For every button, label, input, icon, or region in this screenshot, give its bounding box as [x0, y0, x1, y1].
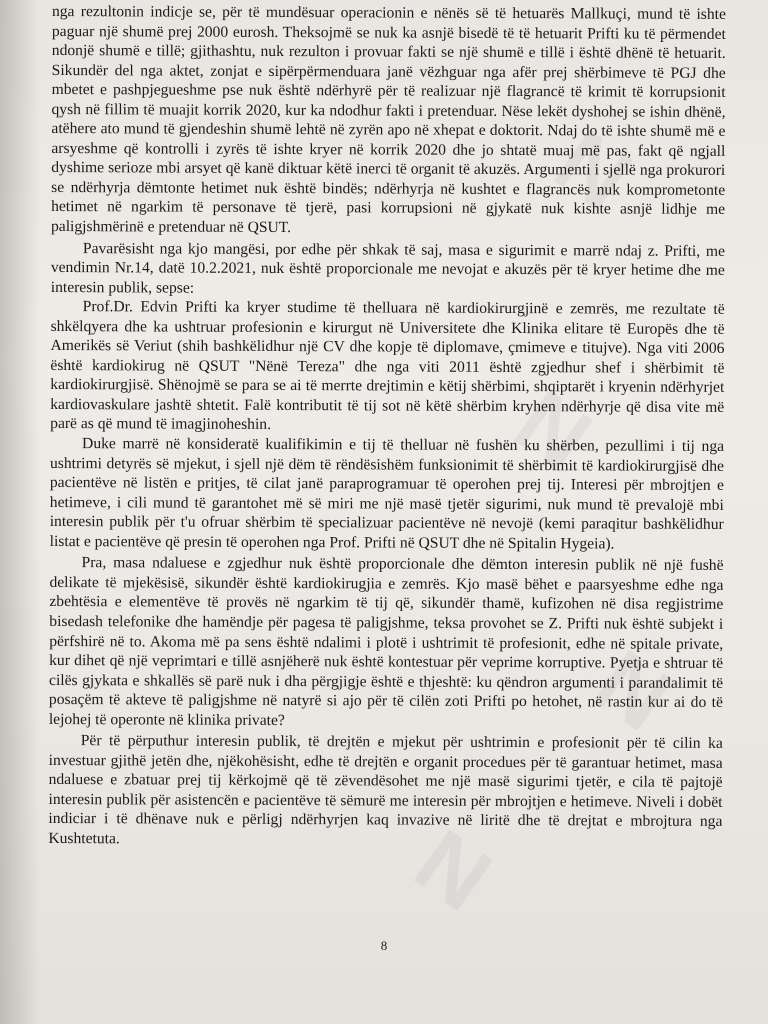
document-body — [48, 2, 726, 851]
paragraph-4: Duke marrë në konsideratë kualifikimin e tij të thelluar në fushën ku shërben, pezullimi i tij nga ushtrimi detyrës së mjekut, i sjell një dëm të rëndësishëm funksionimit të shërbimit të kardiokirurgjisë dhe pacientëve në listën e pritjes, të cilat janë paraprogramuar të operohen prej tij. Interesi për mbrojtjen e hetimeve, i cili mund të garantohet më së miri me një masë tjetër sigurimi, nuk mund të prevalojë mbi interesin publik për t'u ofruar shërbim të specializuar pacientëve në nevojë (kemi paraqitur bashkëlidhur listat e pacientëve që presin të operohen nga Prof. Prifti në QSUT dhe në Spitalin Hygeia). — [49, 435, 725, 553]
watermark: N — [537, 111, 649, 231]
paragraph-1: nga rezultonin indicje se, për të mundësuar operacionin e nënës së të hetuarës Mallkuçi, mund të ishte paguar një shumë prej 2000 eurosh. Theksojmë se nuk ka asnjë bisedë të të hetuarit Prifti ku të përmendet ndonjë shumë e tillë; gjithashtu, nuk rezulton i provuar fakti se një shumë e tillë i është dhënë të hetuarit. Sikundër del nga aktet, zonjat e sipërpërmenduara janë vëzhguar nga afër prej shërbimeve të PGJ dhe mbetet e pashpjegueshme pse nuk është ndërhyrë për të realizuar një flagrancë të krimit të korrupsionit qysh në fillim të muajit korrik 2020, kur ka ndodhur fakti i pretenduar. Nëse lekët dyshohej se ishin dhënë, atëhere ato mund të gjendeshin shumë lehtë në zyrën apo në xhepat e doktorit. Ndaj do të ishte shumë më e arsyeshme që kontrolli i zyrës të ishte kryer në korrik 2020 dhe jo shtatë muaj më pas, fakt që ngjall dyshime serioze mbi arsyet që kanë diktuar këtë inerci të organit të akuzës. Argumenti i sjellë nga prokurori se ndërhyrja dëmtonte hetimet nuk është bindës; ndërhyrja në kushtet e flagrancës nuk komprometonte hetimet në ngarkim të personave të tjerë, pasi korrupsioni në gjykatë nuk kishte asnjë lidhje me paligjshmërinë e pretenduar në QSUT. — [50, 2, 726, 237]
paragraph-6: Për të përputhur interesin publik, të drejtën e mjekut për ushtrimin e profesionit për të cilin ka investuar gjithë jetën dhe, njëkohësisht, edhe të drejtën e organit procedues për të garantuar hetimet, masa ndaluese e zbatuar prej tij kërkojmë që të zëvendësohet me një masë sigurimi tjetër, e cila të pajtojë interesin publik për asistencën e pacientëve të sëmurë me interesin për mbrojtjen e hetimeve. Niveli i dobët indiciar i të dhënave nuk e përligj ndërhyrjen kaq invazive në liritë dhe të drejtat e mbrojtura nga Kushtetuta. — [48, 732, 723, 848]
watermark: N — [497, 371, 609, 491]
page-number: 8 — [380, 938, 388, 953]
paragraph-2: Pavarësisht nga kjo mangësi, por edhe për shkak të saj, masa e sigurimit e marrë ndaj z. Prifti, me vendimin Nr.14, datë 10.2.2021, nuk është proporcionale me nevojat e akuzës për të kryer hetime dhe me interesin publik, sepse: — [50, 239, 725, 297]
paragraph-3: Prof.Dr. Edvin Prifti ka kryer studime të thelluara në kardiokirurgjinë e zemrës, me rezultate të shkëlqyera dhe ka ushtruar profesionin e kirurgut në Universitete dhe Klinika elitare të Europës dhe të Amerikës së Veriut (shih bashkëlidhur një CV dhe kopje të diplomave, çmimeve e titujve). Nga viti 2006 është kardiokirug në QSUT "Nënë Tereza" dhe nga viti 2011 është zgjedhur shef i shërbimit të kardiokirurgjisë. Shënojmë se para se ai të merrte drejtimin e këtij shërbimi, shqiptarët i kryenin ndërhyrjet kardiovaskulare jashtë shtetit. Falë kontributit të tij sot në këtë shërbim kryhen ndërhyrje që disa vite më parë as që mund të imagjinoheshin. — [50, 298, 725, 434]
page-shadow — [0, 0, 40, 1024]
paragraph-5: Pra, masa ndaluese e zgjedhur nuk është proporcionale dhe dëmton interesin publik në një fushë delikate të mjekësisë, sikundër është kardiokirugjia e zemrës. Kjo masë bëhet e paarsyeshme edhe nga zbehtësia e elementëve të provës në ngarkim të tij që, sikundër thamë, kufizohen në disa regjistrime bisedash telefonike dhe hamëndje për pagesa të paligjshme, teksa provohet se Z. Prifti nuk është subjekt i përfshirë në to. Akoma më pa sens është ndalimi i plotë i ushtrimit të profesionit, edhe në spitale private, kur dihet që një veprimtari e tillë asnjëherë nuk është kontestuar për veprime korruptive. Pyetja e shtruar të cilës gjykata e shkallës së parë nuk i dha përgjigje është e thjeshtë: ku qëndron argumenti i parandalimit të posaçëm të akteve të paligjshme në natyrë si ajo për të cilën zoti Prifti po hetohet, në rastin kur ai do të lejohej të operonte në klinika private? — [48, 554, 724, 729]
watermark: N — [577, 631, 689, 751]
watermark: N — [397, 811, 509, 931]
